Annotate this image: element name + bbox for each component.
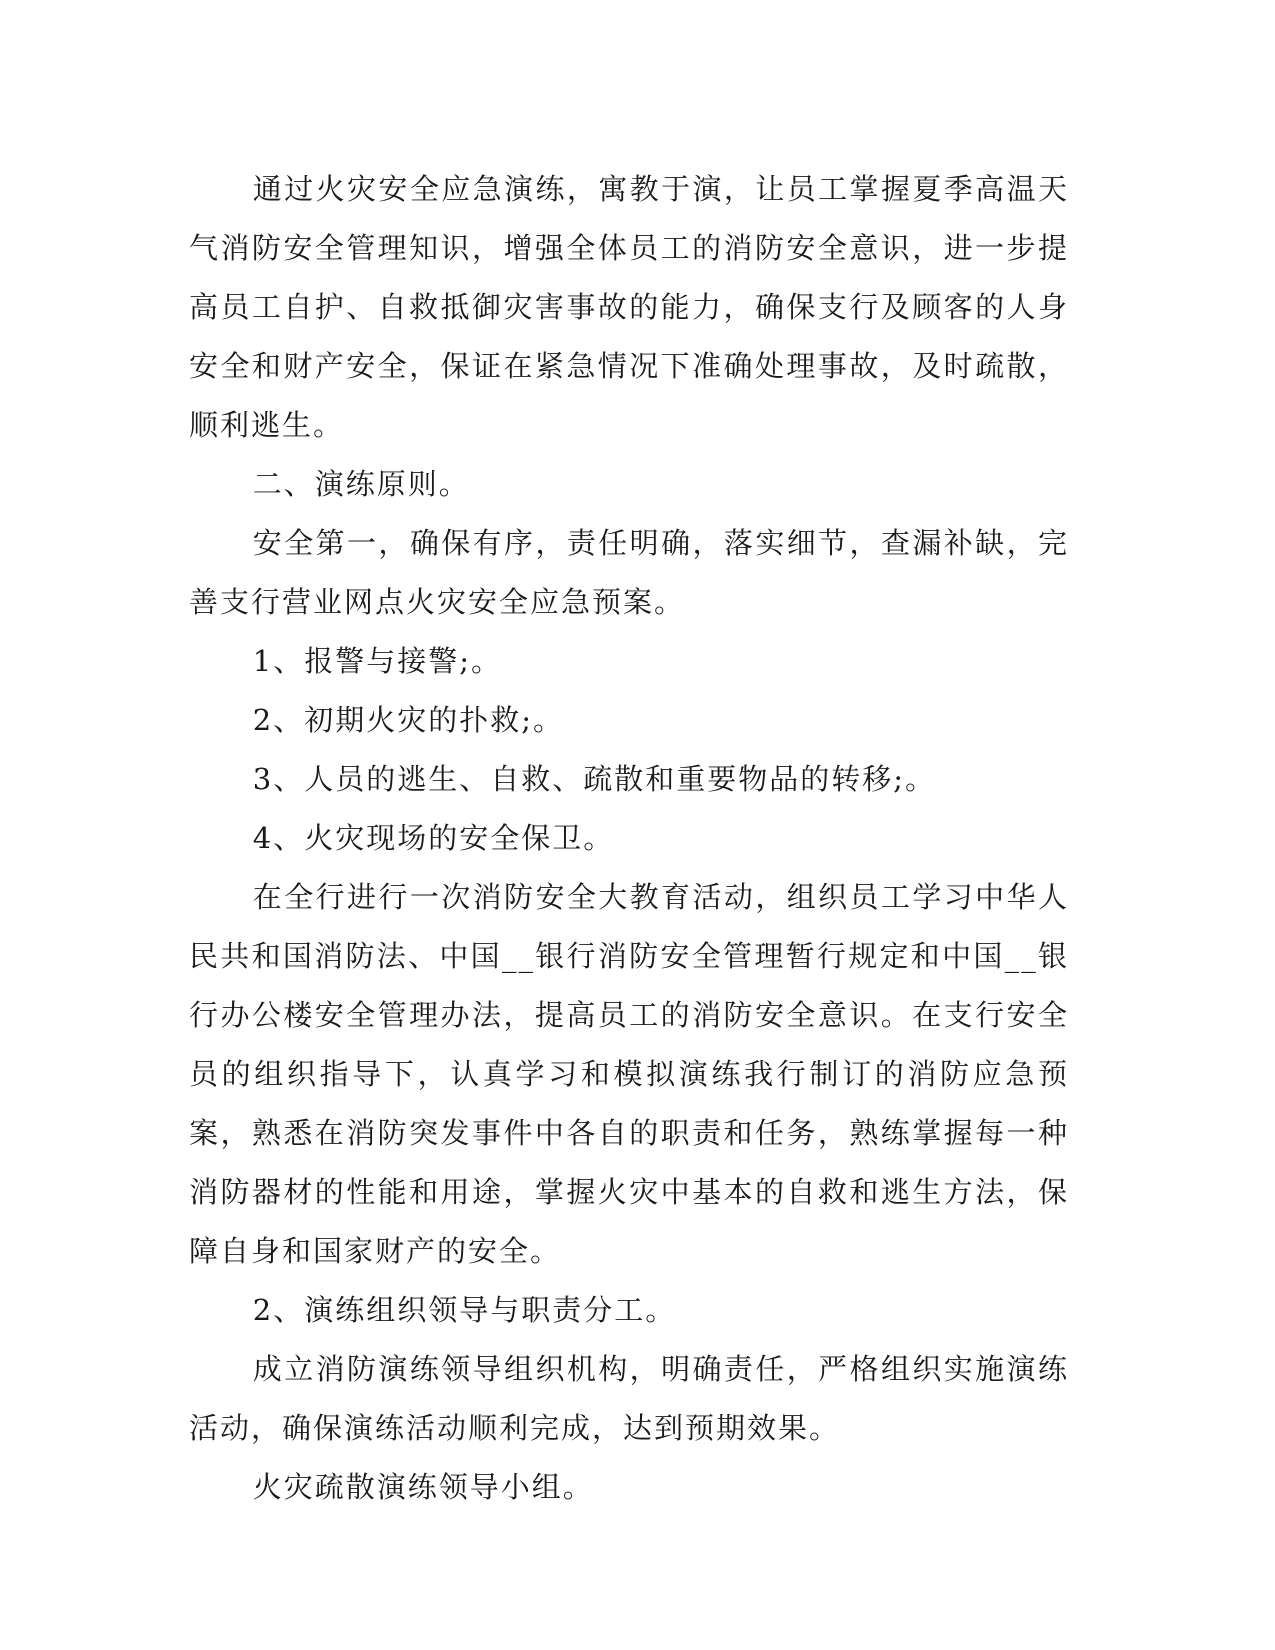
paragraph-education: 在全行进行一次消防安全大教育活动，组织员工学习中华人民共和国消防法、中国__银行消防安全管理暂行规定和中国__银行办公楼安全管理办法，提高员工的消防安全意识。在支行安全员的组织指导下，认真学习和模拟演练我行制订的消防应急预案，熟悉在消防突发事件中各自的职责和任务，熟练掌握每一种消防器材的性能和用途，掌握火灾中基本的自救和逃生方法，保障自身和国家财产的安全。	[189, 880, 1069, 1268]
list-item-firefighting: 2、初期火灾的扑救;。	[252, 703, 565, 737]
paragraph-principles: 安全第一，确保有序，责任明确，落实细节，查漏补缺，完善支行营业网点火灾安全应急预案。	[189, 526, 1069, 619]
list-item-security: 4、火灾现场的安全保卫。	[252, 821, 615, 855]
heading-drill-principles: 二、演练原则。	[252, 467, 470, 501]
document-body	[189, 160, 1069, 1517]
list-item-evacuation: 3、人员的逃生、自救、疏散和重要物品的转移;。	[252, 762, 937, 796]
heading-leadership-group: 火灾疏散演练领导小组。	[252, 1470, 594, 1504]
list-item-alarm: 1、报警与接警;。	[252, 644, 503, 678]
paragraph-purpose: 通过火灾安全应急演练，寓教于演，让员工掌握夏季高温天气消防安全管理知识，增强全体员工的消防安全意识，进一步提高员工自护、自救抵御灾害事故的能力，确保支行及顾客的人身安全和财产安全，保证在紧急情况下准确处理事故，及时疏散，顺利逃生。	[189, 172, 1069, 442]
heading-organization: 2、演练组织领导与职责分工。	[252, 1293, 677, 1327]
paragraph-organization: 成立消防演练领导组织机构，明确责任，严格组织实施演练活动，确保演练活动顺利完成，达到预期效果。	[189, 1352, 1069, 1445]
